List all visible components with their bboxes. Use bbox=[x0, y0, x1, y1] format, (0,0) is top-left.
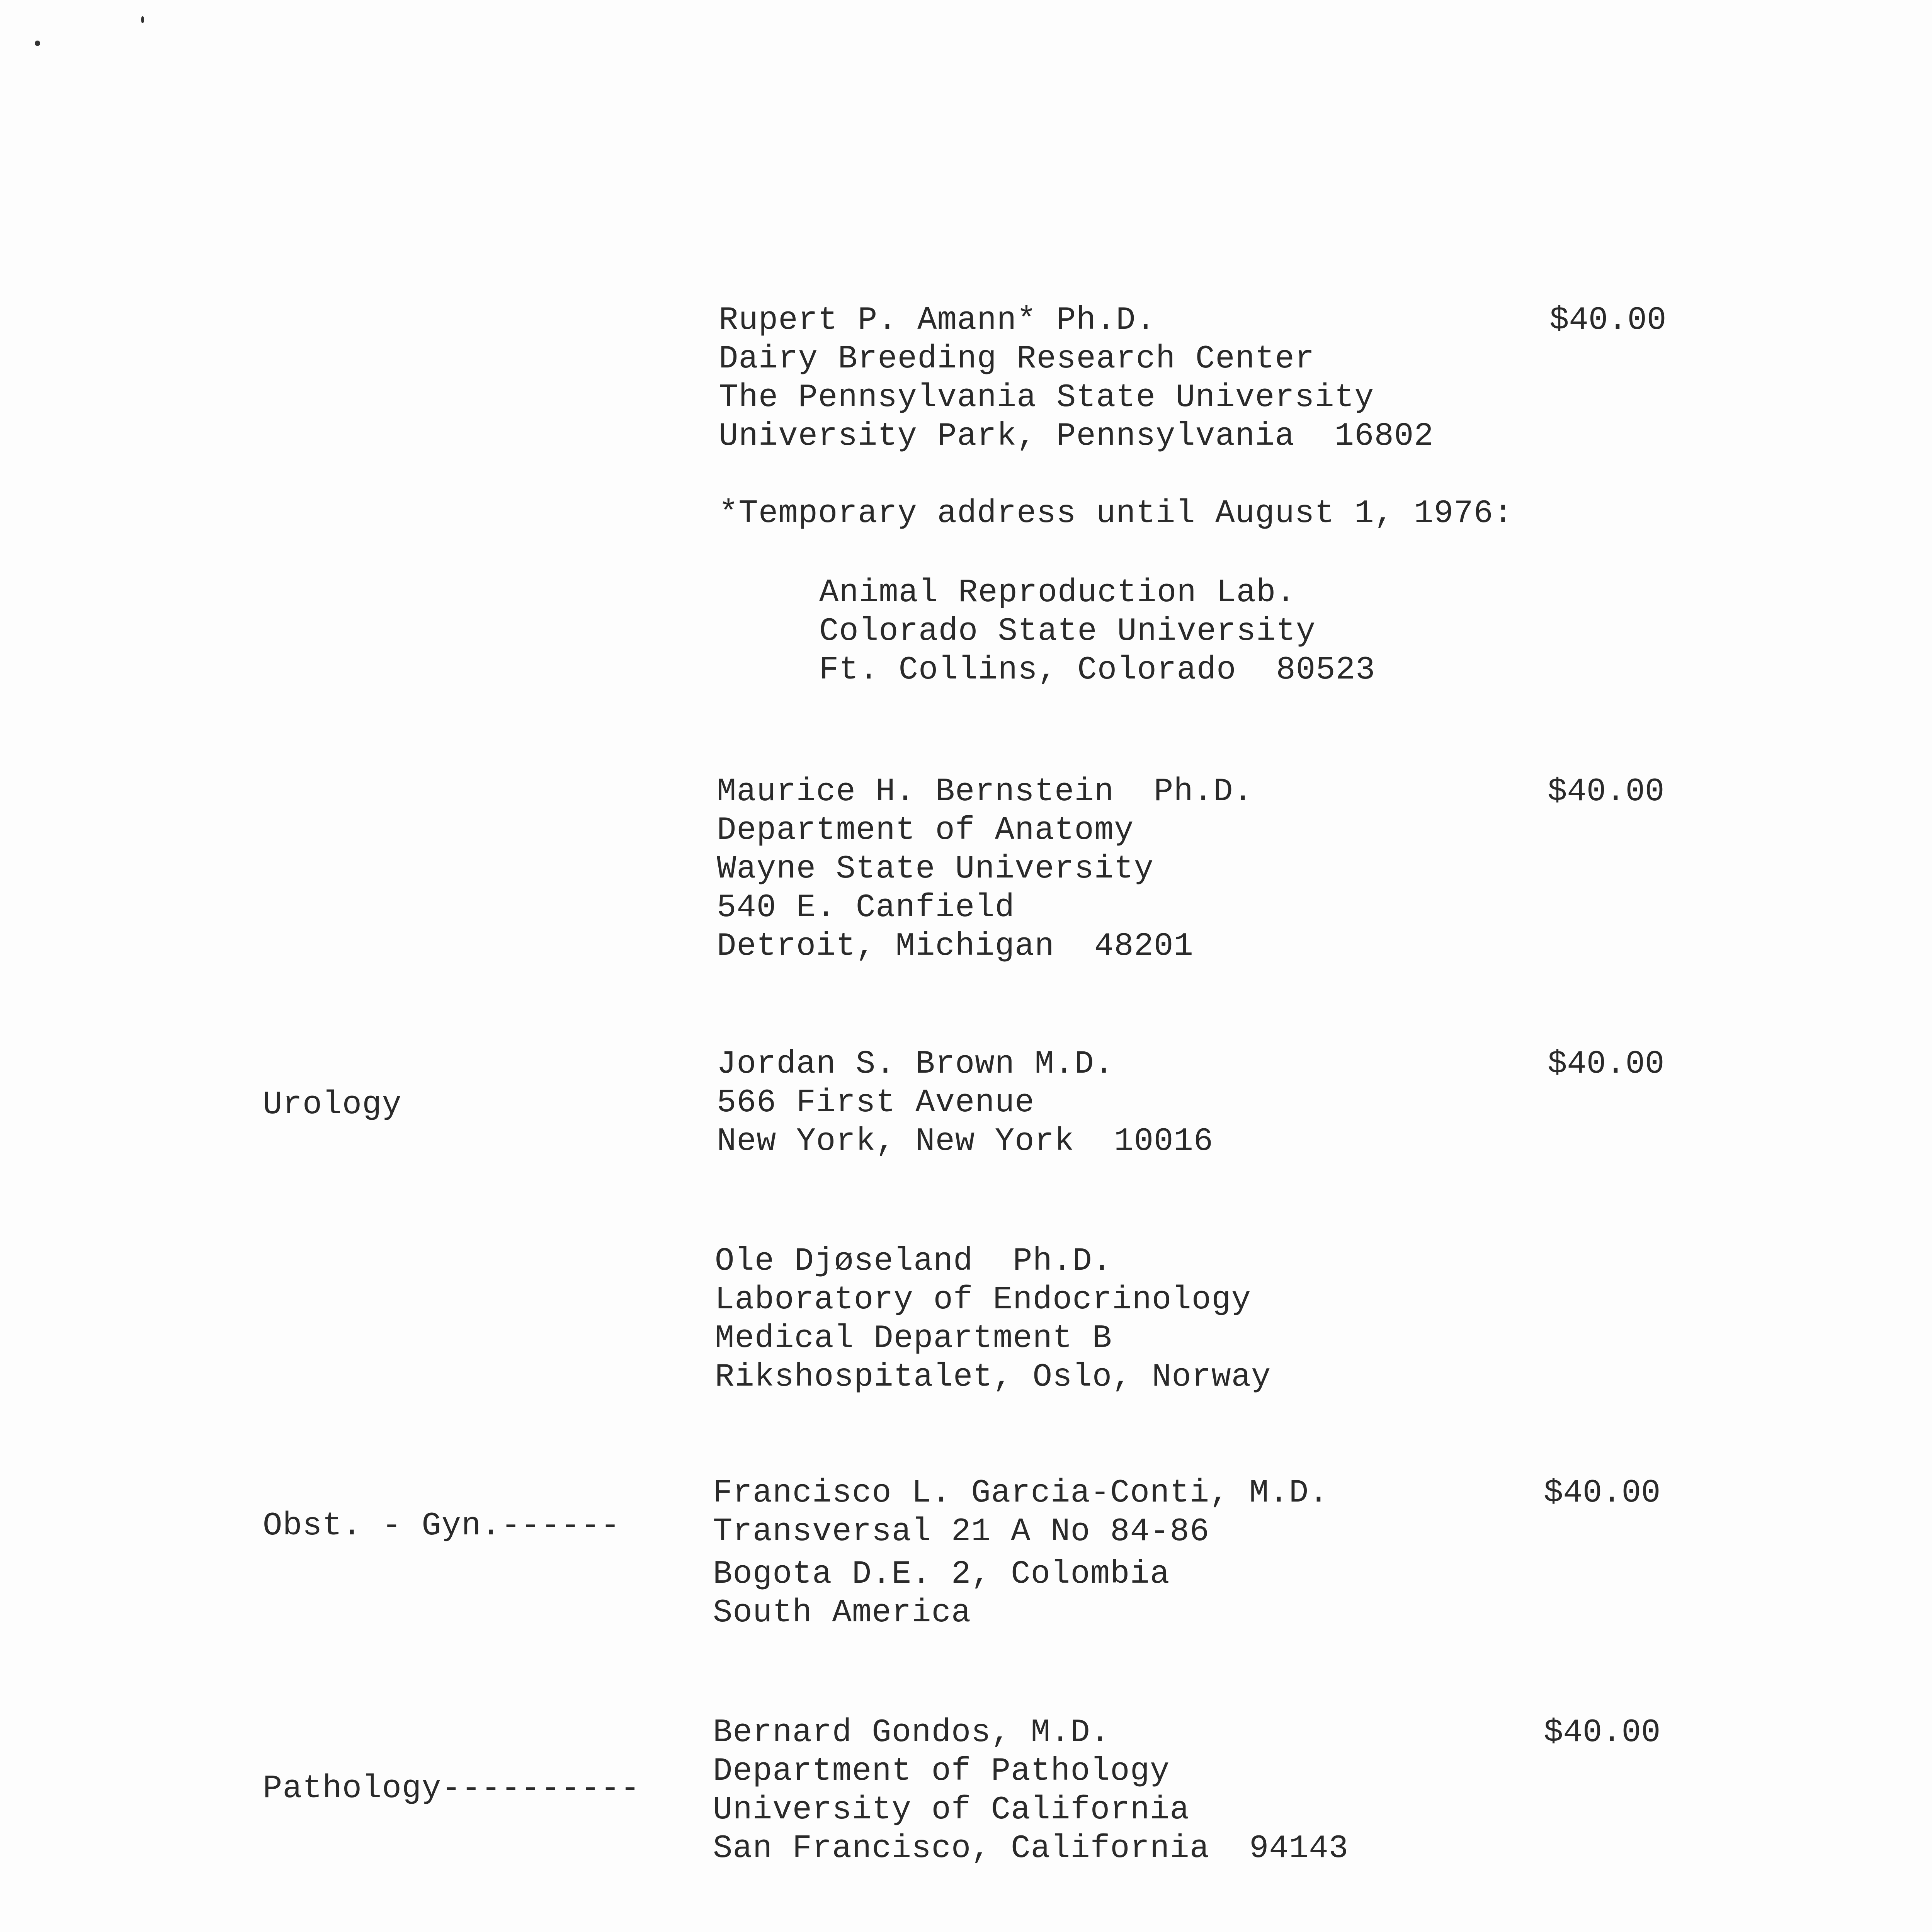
entry-bernstein-line: Detroit, Michigan 48201 bbox=[717, 928, 1194, 965]
entry-garcia-line: South America bbox=[713, 1595, 971, 1631]
entry-garcia-amount: $40.00 bbox=[1544, 1475, 1661, 1512]
entry-gondos-line: Department of Pathology bbox=[713, 1753, 1170, 1790]
entry-brown-specialty: Urology bbox=[263, 1087, 402, 1123]
entry-garcia-specialty: Obst. - Gyn.------ bbox=[263, 1508, 621, 1544]
entry-gondos-line: University of California bbox=[713, 1792, 1190, 1828]
entry-brown-line: New York, New York 10016 bbox=[717, 1123, 1214, 1160]
entry-brown-amount: $40.00 bbox=[1548, 1046, 1665, 1083]
entry-bernstein-amount: $40.00 bbox=[1548, 774, 1665, 810]
temporary-address-line: Ft. Collins, Colorado 80523 bbox=[819, 652, 1376, 689]
entry-bernstein-line: 540 E. Canfield bbox=[717, 889, 1015, 926]
temporary-address-line: Colorado State University bbox=[819, 613, 1316, 650]
stray-mark bbox=[35, 41, 40, 46]
entry-amann-line: The Pennsylvania State University bbox=[719, 379, 1374, 416]
entry-garcia-name: Francisco L. Garcia-Conti, M.D. bbox=[713, 1475, 1329, 1512]
entry-amann-name: Rupert P. Amann* Ph.D. bbox=[719, 302, 1156, 339]
entry-garcia-line: Transversal 21 A No 84-86 bbox=[713, 1514, 1210, 1550]
entry-brown-name: Jordan S. Brown M.D. bbox=[717, 1046, 1114, 1083]
temporary-address-note: *Temporary address until August 1, 1976: bbox=[719, 495, 1514, 532]
entry-gondos-line: San Francisco, California 94143 bbox=[713, 1830, 1349, 1867]
entry-djoseland-line: Rikshospitalet, Oslo, Norway bbox=[715, 1359, 1271, 1396]
entry-brown-line: 566 First Avenue bbox=[717, 1085, 1035, 1121]
entry-djoseland-line: Medical Department B bbox=[715, 1320, 1112, 1357]
entry-bernstein-line: Department of Anatomy bbox=[717, 812, 1134, 849]
entry-djoseland-line: Laboratory of Endocrinology bbox=[715, 1282, 1252, 1318]
entry-gondos-amount: $40.00 bbox=[1544, 1714, 1661, 1751]
temporary-address-line: Animal Reproduction Lab. bbox=[819, 575, 1296, 611]
entry-gondos-specialty: Pathology---------- bbox=[263, 1770, 640, 1807]
entry-amann-amount: $40.00 bbox=[1549, 302, 1667, 339]
entry-amann-line: Dairy Breeding Research Center bbox=[719, 341, 1315, 378]
entry-djoseland-name: Ole Djøseland Ph.D. bbox=[715, 1243, 1112, 1280]
entry-bernstein-name: Maurice H. Bernstein Ph.D. bbox=[717, 774, 1253, 810]
entry-bernstein-line: Wayne State University bbox=[717, 851, 1154, 888]
entry-amann-line: University Park, Pennsylvania 16802 bbox=[719, 418, 1434, 455]
stray-mark bbox=[141, 16, 144, 23]
entry-garcia-line: Bogota D.E. 2, Colombia bbox=[713, 1556, 1170, 1593]
entry-gondos-name: Bernard Gondos, M.D. bbox=[713, 1714, 1111, 1751]
